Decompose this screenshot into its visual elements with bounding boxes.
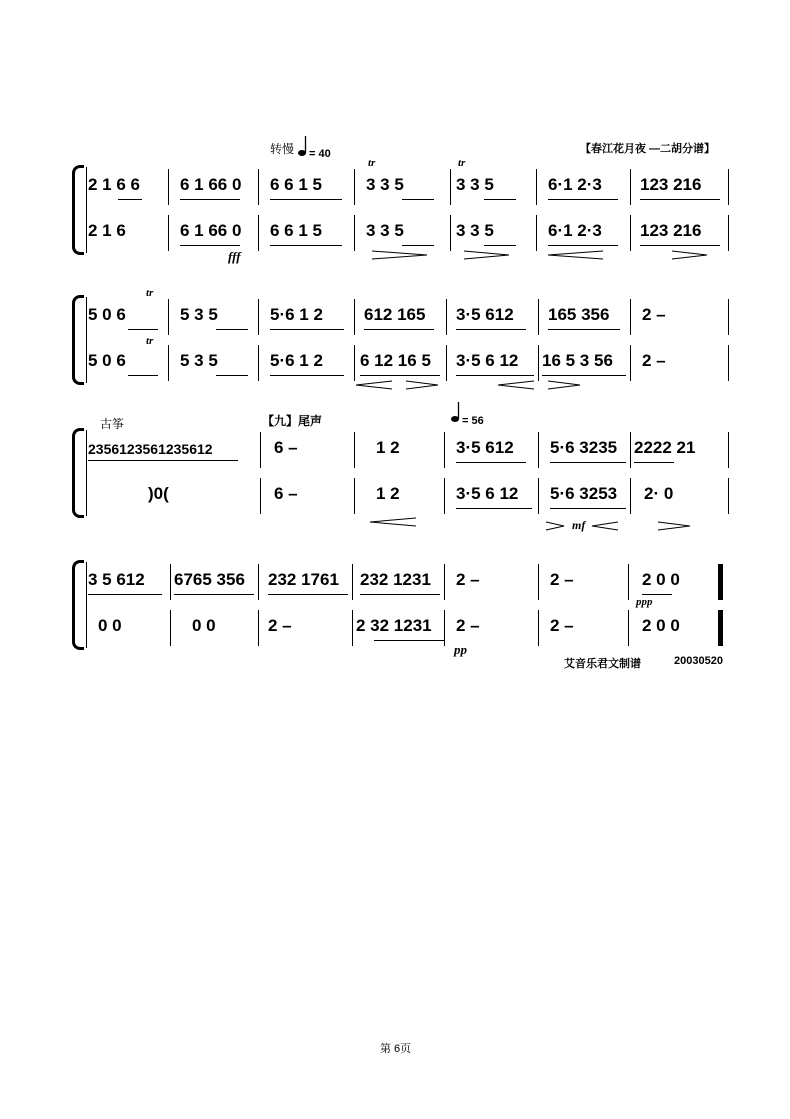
barline [444,432,445,468]
barline [354,215,355,251]
system-brace [72,560,84,650]
measure-note: 6 – [274,438,298,457]
measure-note: 123 216 [640,175,702,194]
underline [216,375,248,376]
measure-note: 16 5 3 56 [542,351,613,370]
underline [456,375,534,376]
underline [118,199,142,200]
barline [538,478,539,514]
barline [538,299,539,335]
barline [258,345,259,381]
measure-note: 2 0 0 [642,616,680,635]
quarter-note-icon [451,401,461,423]
underline [550,462,626,463]
barline [170,610,171,646]
barline [630,169,631,205]
barline [444,564,445,600]
barline [538,610,539,646]
barline [168,345,169,381]
measure-note: 1 2 [376,438,400,457]
page-number: 第 6页 [380,1043,412,1055]
barline [630,299,631,335]
system-3 [72,428,732,532]
tempo-value-56: = 56 [462,415,484,427]
measure-note: 3 3 5 [366,175,404,194]
trill-mark: tr [458,157,466,169]
measure-note: 2 1 6 6 [88,175,140,194]
barline [258,169,259,205]
underline [548,245,618,246]
underline [360,594,440,595]
underline [550,508,626,509]
underline [548,199,618,200]
underline [88,594,162,595]
underline [270,329,344,330]
barline [258,564,259,600]
decrescendo-hairpin [464,251,514,261]
measure-note: 3·5 6 12 [456,351,519,370]
measure-note: 1 2 [376,484,400,503]
system-line [86,167,87,253]
measure-note: 2 – [642,305,666,324]
system-brace [72,165,84,255]
decrescendo-hairpin [406,381,442,391]
underline [270,245,342,246]
dynamic-pp: pp [454,642,467,657]
measure-note: 2 – [268,616,292,635]
underline [456,329,526,330]
barline [170,564,171,600]
barline [536,215,537,251]
system-4 [72,560,732,657]
barline [260,432,261,468]
barline [628,610,629,646]
dynamic-fff: fff [228,249,241,264]
measure-note: 6 6 1 5 [270,175,322,194]
measure-note: 6·1 2·3 [548,221,602,240]
barline [168,169,169,205]
measure-note: 6 12 16 5 [360,351,431,370]
barline [352,610,353,646]
section-label: 【九】尾声 [262,414,323,428]
decrescendo-hairpin [546,522,568,532]
system-line [86,297,87,383]
underline [456,508,532,509]
underline [640,245,720,246]
staff-upper [88,564,728,600]
measure-note: 5·6 3253 [550,484,618,503]
measure-note: 2 – [642,351,666,370]
measure-note: 2 – [456,616,480,635]
barline [728,169,729,205]
barline [728,299,729,335]
quarter-note-icon [298,135,306,155]
staff-lower [88,478,728,514]
measure-note: 2 – [456,570,480,589]
decrescendo-hairpin [658,522,694,532]
staff-upper [88,287,728,335]
barline [354,345,355,381]
underline [542,375,626,376]
underline [456,462,526,463]
underline [402,245,434,246]
measure-note: 6 – [274,484,298,503]
barline [444,610,445,646]
underline [484,245,516,246]
underline [360,375,440,376]
measure-note: 5 0 6 [88,305,126,324]
underline [364,329,434,330]
measure-note: 2 – [550,570,574,589]
final-barline [718,564,723,600]
measure-note: 3·5 6 12 [456,484,519,503]
trill-mark: tr [146,335,154,347]
barline [352,564,353,600]
barline [258,215,259,251]
underline [128,375,158,376]
barline [446,299,447,335]
crescendo-hairpin [498,381,538,391]
measure-note: 3 5 612 [88,570,145,589]
decrescendo-hairpin [372,251,432,261]
barline [630,215,631,251]
barline [354,169,355,205]
staff-upper [88,157,728,205]
barline [168,215,169,251]
staff-lower [88,215,728,264]
underline [128,329,158,330]
measure-note: 2 32 1231 [356,616,432,635]
underline [270,375,344,376]
barline [538,345,539,381]
barline [168,299,169,335]
barline [260,478,261,514]
barline [728,432,729,468]
barline [538,432,539,468]
underline [634,462,674,463]
decrescendo-hairpin [548,381,584,391]
measure-note: 5·6 1 2 [270,351,323,370]
measure-note: 5 0 6 [88,351,126,370]
underline [88,460,238,461]
measure-note: 2 0 0 [642,570,680,589]
system-2 [72,287,732,385]
barline [630,478,631,514]
barline [446,345,447,381]
tempo-marking-slow: 转慢 [270,142,295,156]
measure-note: 6·1 2·3 [548,175,602,194]
crescendo-hairpin [356,381,396,391]
measure-note: 0 0 [98,616,122,635]
tempo-value-40: = 40 [309,148,331,160]
trill-mark: tr [368,157,376,169]
measure-note: 6765 356 [174,570,245,589]
measure-note: 2222 21 [634,438,696,457]
underline [484,199,516,200]
underline [180,199,240,200]
measure-note: 5·6 1 2 [270,305,323,324]
measure-note: 123 216 [640,221,702,240]
system-brace [72,295,84,385]
underline [180,245,240,246]
underline [174,594,254,595]
barline [728,345,729,381]
measure-note: 5·6 3235 [550,438,618,457]
underline [642,594,672,595]
underline [402,199,434,200]
measure-note: 0 0 [192,616,216,635]
measure-note: 232 1761 [268,570,339,589]
barline [728,478,729,514]
measure-note: 6 6 1 5 [270,221,322,240]
arranger-credit: 艾音乐君文制谱 [564,658,641,670]
measure-note: 3 3 5 [456,221,494,240]
underline [374,640,444,641]
barline [450,169,451,205]
crescendo-hairpin [370,518,420,528]
barline [728,215,729,251]
trill-mark: tr [146,287,154,299]
barline [630,432,631,468]
staff-lower [88,596,728,657]
measure-note: )0( [148,484,169,503]
measure-note: 6 1 66 0 [180,175,242,194]
dynamic-mf: mf [572,518,586,532]
measure-note: 3·5 612 [456,305,514,324]
system-line [86,562,87,648]
final-barline [718,610,723,646]
underline [640,199,720,200]
measure-note: 2 1 6 [88,221,126,240]
barline [450,215,451,251]
barline [354,478,355,514]
measure-note: 2 – [550,616,574,635]
document-title: 【春江花月夜 —二胡分谱】 [580,143,716,155]
system-line [86,430,87,516]
measure-note: 612 165 [364,305,426,324]
barline [538,564,539,600]
underline [216,329,248,330]
instrument-label: 古筝 [100,417,125,431]
underline [270,199,342,200]
staff-lower [88,335,728,381]
barline [354,432,355,468]
measure-note: 3 3 5 [456,175,494,194]
measure-note: 5 3 5 [180,305,218,324]
barline [354,299,355,335]
crescendo-hairpin [548,251,608,261]
staff-upper [88,432,728,468]
system-brace [72,428,84,518]
barline [258,610,259,646]
measure-note: 6 1 66 0 [180,221,242,240]
measure-note: 5 3 5 [180,351,218,370]
dynamic-ppp: ppp [636,596,653,608]
barline [444,478,445,514]
measure-note: 2356123561235612 [88,441,213,457]
decrescendo-hairpin [672,251,712,261]
measure-note: 232 1231 [360,570,431,589]
underline [268,594,348,595]
measure-note: 165 356 [548,305,610,324]
barline [630,345,631,381]
underline [548,329,620,330]
measure-note: 3·5 612 [456,438,514,457]
barline [258,299,259,335]
measure-note: 3 3 5 [366,221,404,240]
barline [536,169,537,205]
arrangement-date: 20030520 [674,655,723,667]
measure-note: 2· 0 [644,484,674,503]
barline [628,564,629,600]
system-1 [72,157,732,264]
crescendo-hairpin [592,522,622,532]
